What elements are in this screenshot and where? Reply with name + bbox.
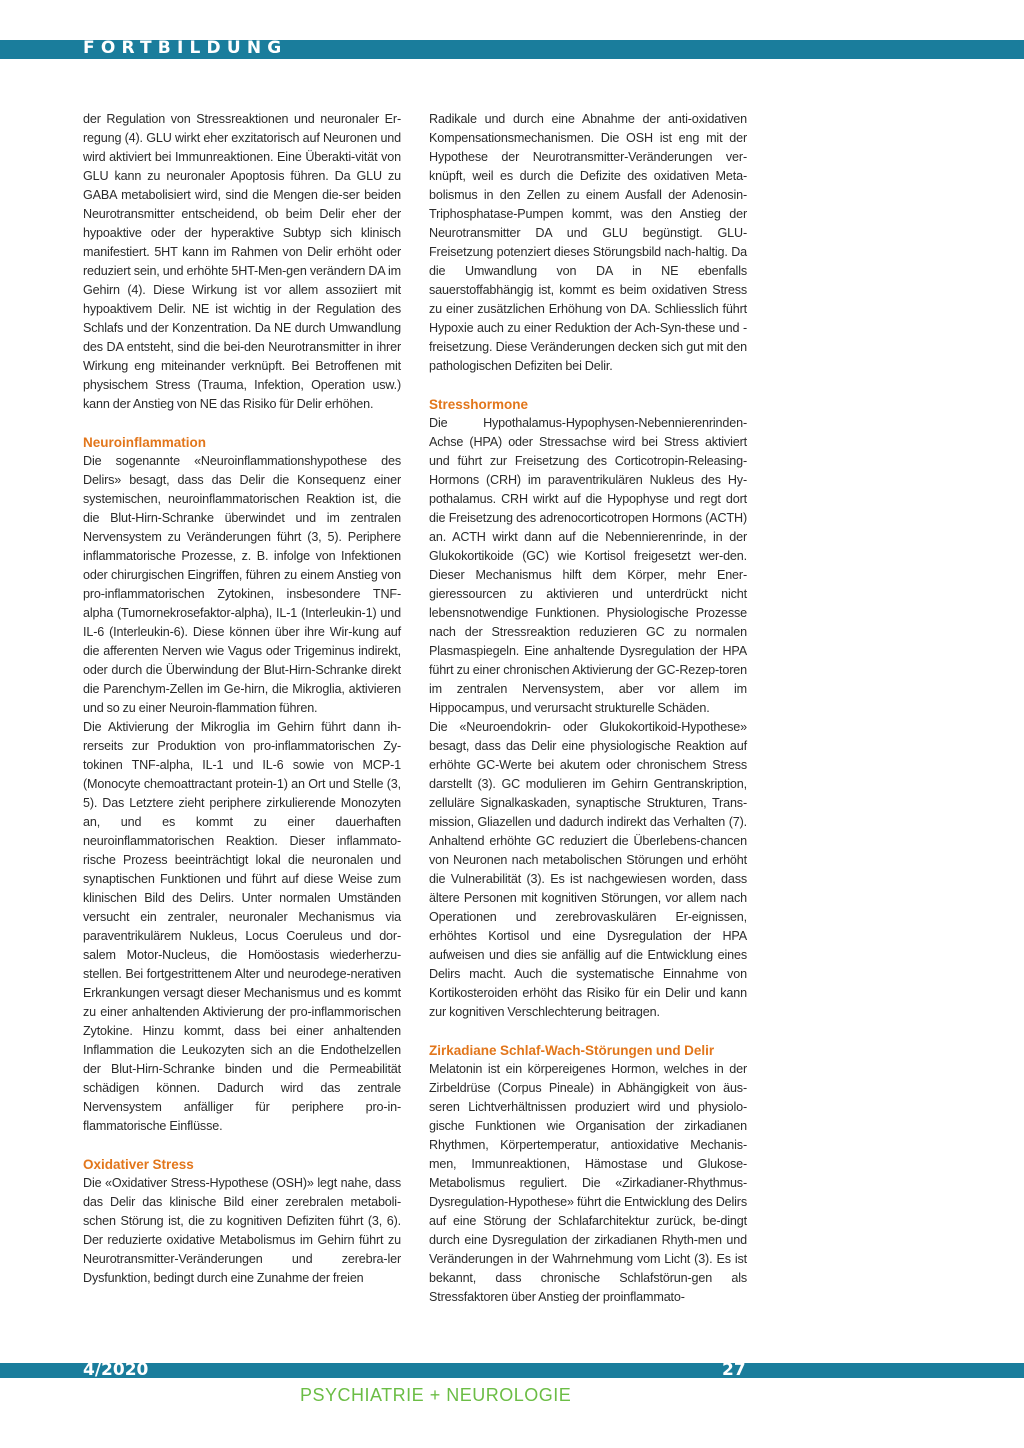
intro-paragraph: der Regulation von Stressreaktionen und neuronaler Er-regung (4). GLU wirkt eher exzitatorisch auf Neuronen und wird aktiviert bei Immunreaktionen. Eine Überakti-vität von GLU kann zu neuronaler Apoptosis führen. Da GLU zu GABA metabolisiert wird, sind die Mengen die-ser beiden Neurotransmitter entscheidend, ob beim Delir eher der hypoaktive oder der hyperaktive Subtyp sich klinisch manifestiert. 5HT kann im Rahmen von Delir erhöht oder reduziert sein, und erhöhte 5HT-Men-gen verändern DA im Gehirn (4). Diese Wirkung ist vor allem assoziiert mit hypoaktivem Delir. NE ist wichtig in der Regulation des Schlafs und der Konzentration. Da NE durch Umwandlung des DA entsteht, sind die bei-den Neurotransmitter in ihrer Wirkung eng miteinander verknüpft. Bei Betroffenen mit physischem Stress (Trauma, Infektion, Operation usw.) kann der Anstieg von NE das Risiko für Delir erhöhen. xyxy=(83,112,401,411)
heading-zirkadiane: Zirkadiane Schlaf-Wach-Störungen und Delir xyxy=(429,1043,715,1058)
paragraph-neuroinflammation-2: Die Aktivierung der Mikroglia im Gehirn führt dann ih-rerseits zur Produktion von pro-inflammatorischen Zy-tokinen TNF-alpha, IL-1 und IL-6 sowie von MCP-1 (Monocyte chemoattractant protein-1) an Ort und Stelle (3, 5). Das Letztere zieht periphere zirkulierende Monozyten an, und es kommt zu einer dauerhaften neuroinflammatorischen Reaktion. Dieser inflammato-rische Prozess beeinträchtigt lokal die neuronalen und synaptischen Funktionen und führt auf diese Weise zum klinischen Bild des Delirs. Unter normalen Umständen versucht ein zentraler, neuronaler Mechanismus via paraventrikulärem Nukleus, Locus Coeruleus und dor-salem Motor-Nucleus, die Homöostasis wiederherzu-stellen. Bei fortgestrittenem Alter und neurodege-nerativen Erkrankungen versagt dieser Mechanismus und es kommt zu einer anhaltenden Aktivierung der pro-inflammorischen Zytokine. Hinzu kommt, dass bei einer anhaltenden Inflammation die Leukozyten sich an die Endothelzellen der Blut-Hirn-Schranke binden und die Permeabilität schädigen können. Dadurch wird das zentrale Nervensystem anfälliger für periphere pro-in-flammatorische Einflüsse. xyxy=(83,720,401,1133)
page-number: 27 xyxy=(722,1360,746,1380)
paragraph-neuroinflammation-1: Die sogenannte «Neuroinflammationshypothese des Delirs» besagt, dass das Delir die Konsequenz einer systemischen, neuroinflammatorischen Reaktion ist, die die Blut-Hirn-Schranke überwindet und im zentralen Nervensystem zu Veränderungen führt (3, 5). Periphere inflammatorische Prozesse, z. B. infolge von Infektionen oder chirurgischen Eingriffen, führen zu einem Anstieg von pro-inflammatorischen Zytokinen, insbesondere TNF-alpha (Tumornekrosefaktor-alpha), IL-1 (Interleukin-1) und IL-6 (Interleukin-6). Diese können über ihre Wir-kung auf die afferenten Nerven wie Vagus oder Trigeminus indirekt, oder durch die Überwindung der Blut-Hirn-Schranke direkt die Parenchym-Zellen im Ge-hirn, die Mikroglia, aktivieren und so zu einer Neuroin-flammation führen. xyxy=(83,454,401,715)
journal-title: PSYCHIATRIE + NEUROLOGIE xyxy=(300,1385,572,1405)
paragraph-zirkadiane: Melatonin ist ein körpereigenes Hormon, welches in der Zirbeldrüse (Corpus Pineale) in Abhängigkeit von äus-seren Lichtverhältnissen produziert wird und physiolo-gische Funktionen wie Organisation der zirkadianen Rhythmen, Körpertemperatur, antioxidative Mechanis-men, Immunreaktionen, Hämostase und Glukose-Metabolismus reguliert. Die «Zirkadianer-Rhythmus-Dysregulation-Hypothese» führt die Entwicklung des Delirs auf eine Störung der Schlafarchitektur zurück, be-dingt durch eine Dysregulation der zirkadianen Rhyth-men und Veränderungen in der Wahrnehmung vom Licht (3). Es ist bekannt, dass chronische Schlafstörun-gen als Stressfaktoren über Anstieg der proinflammato- xyxy=(429,1062,747,1304)
paragraph-stresshormone-1: Die Hypothalamus-Hypophysen-Nebennierenrinden-Achse (HPA) oder Stressachse wird bei Stress aktiviert und führt zur Freisetzung des Corticotropin-Releasing-Hormons (CRH) im paraventrikulären Nukleus des Hy-pothalamus. CRH wirkt auf die Hypophyse und regt dort die Freisetzung des adrenocorticotropen Hormons (ACTH) an. ACTH wirkt dann auf die Nebennierenrinde, in der Glukokortikoide (GC) wie Kortisol freigesetzt wer-den. Dieser Mechanismus hilft dem Körper, mehr Ener-gieressourcen zu aktivieren und unterdrückt nicht lebensnotwendige Funktionen. Physiologische Prozesse nach der Stressreaktion reduzieren GC zu normalen Plasmaspiegeln. Eine anhaltende Dysregulation der HPA führt zu einer chronischen Aktivierung der GC-Rezep-toren im zentralen Nervensystem, aber vor allem im Hippocampus, und verursacht strukturelle Schäden. xyxy=(429,416,747,715)
heading-neuroinflammation: Neuroinflammation xyxy=(83,435,207,450)
heading-stresshormone: Stresshormone xyxy=(429,397,529,412)
right-column xyxy=(429,110,747,1307)
paragraph-osh-continued: Radikale und durch eine Abnahme der anti-oxidativen Kompensationsmechanismen. Die OSH ist eng mit der Hypothese der Neurotransmitter-Veränderungen ver-knüpft, weil es durch die Defizite des oxidativen Meta-bolismus in den Zellen zu einem Ausfall der Adenosin-Triphosphatase-Pumpen kommt, was den Anstieg der Neurotransmitter DA und GLU begünstigt. GLU-Freisetzung potenziert dieses Störungsbild nach-haltig. Da die Umwandlung von DA in NE ebenfalls sauerstoffabhängig ist, kommt es beim oxidativen Stress zu einer zusätzlichen Erhöhung von DA. Schliesslich führt Hypoxie auch zu einer Reduktion der Ach-Syn-these und -freisetzung. Diese Veränderungen decken sich gut mit den pathologischen Defiziten bei Delir. xyxy=(429,112,747,373)
paragraph-oxidativer-stress: Die «Oxidativer Stress-Hypothese (OSH)» legt nahe, dass das Delir das klinische Bild einer zerebralen metaboli-schen Störung ist, die zu kognitiven Defiziten führt (3, 6). Der reduzierte oxidative Metabolismus im Gehirn führt zu Neurotransmitter-Veränderungen und zerebra-ler Dysfunktion, bedingt durch eine Zunahme der freien xyxy=(83,1176,401,1285)
left-column xyxy=(83,110,401,1288)
footer-bar xyxy=(0,1363,1024,1378)
issue-number: 4/2020 xyxy=(83,1360,149,1380)
heading-oxidativer-stress: Oxidativer Stress xyxy=(83,1157,194,1172)
paragraph-stresshormone-2: Die «Neuroendokrin- oder Glukokortikoid-Hypothese» besagt, dass das Delir eine physiologische Reaktion auf erhöhte GC-Werte bei akutem oder chronischem Stress darstellt (3). GC modulieren im Gehirn Gentranskription, zelluläre Signalkaskaden, synaptische Strukturen, Trans-mission, Gliazellen und dadurch indirekt das Verhalten (7). Anhaltend erhöhte GC reduziert die Überlebens-chancen von Neuronen nach metabolischen Störungen und erhöht die Vulnerabilität (3). Es ist nachgewiesen worden, dass ältere Personen mit kognitiven Störungen, vor allem nach Operationen und zerebrovaskulären Er-eignissen, erhöhtes Kortisol und eine Dysregulation der HPA aufweisen und dies sie anfällig auf die Entwicklung eines Delirs macht. Auch die systematische Einnahme von Kortikosteroiden erhöht das Risiko für ein Delir und kann zur kognitiven Verschlechterung beitragen. xyxy=(429,720,747,1019)
section-label: FORTBILDUNG xyxy=(83,38,288,58)
